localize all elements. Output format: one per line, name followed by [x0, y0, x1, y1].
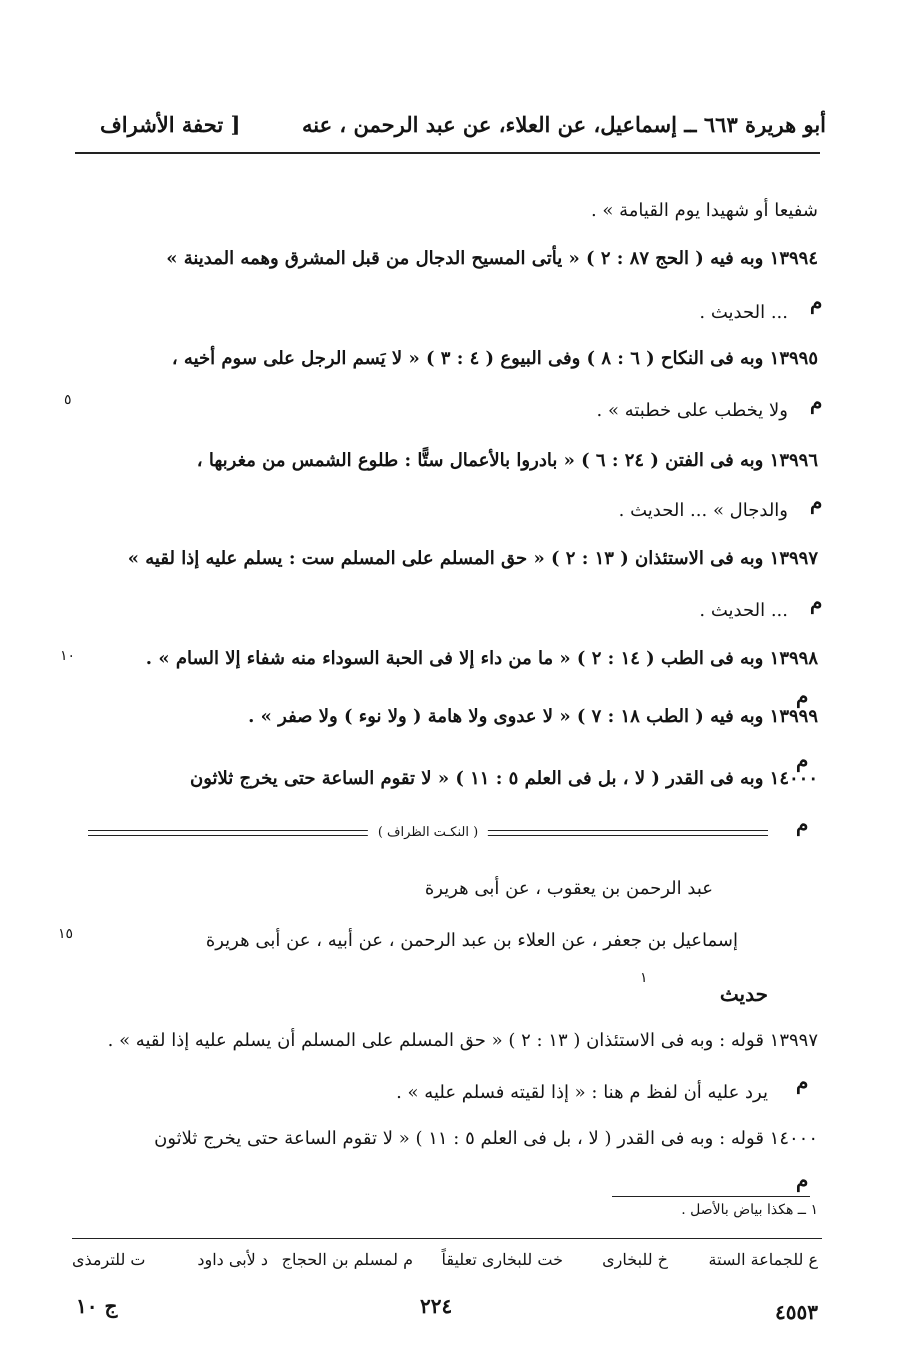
hadith-entry-13999: ١٣٩٩٩ وبه فيه ( الطب ١٨ : ٧ ) « لا عدوى ولا هامة ( ولا نوء ) ولا صفر » .	[248, 706, 818, 727]
hadith-entry-13997: ١٣٩٩٧ وبه فى الاستئذان ( ١٣ : ٢ ) « حق المسلم على المسلم ست : يسلم عليه إذا لقيه »	[127, 548, 818, 569]
source-mark: م	[810, 490, 823, 514]
key-item: خت للبخارى تعليقاً	[441, 1250, 563, 1269]
key-item: م لمسلم بن الحجاج	[281, 1250, 413, 1269]
key-item: ع للجماعة الستة	[708, 1250, 818, 1269]
page-number: ٢٢٤	[420, 1294, 453, 1318]
source-mark: م	[810, 590, 823, 614]
text-line: يرد عليه أن لفظ م هنا : « إذا لقيته فسلم عليه » .	[396, 1082, 768, 1103]
source-mark: م	[796, 1168, 809, 1192]
text-line: ولا يخطب على خطبته » .	[596, 400, 788, 421]
text-line: ... الحديث .	[699, 302, 788, 323]
source-mark: م	[796, 684, 809, 708]
source-mark: م	[796, 812, 809, 836]
margin-line-number: ١٥	[58, 926, 74, 942]
isnad-heading: عبد الرحمن بن يعقوب ، عن أبى هريرة	[424, 878, 713, 899]
hadith-count-heading: حديث	[719, 982, 768, 1006]
hadith-entry-13998: ١٣٩٩٨ وبه فى الطب ( ١٤ : ٢ ) « ما من داء إلا فى الحبة السوداء منه شفاء إلا السام » .	[145, 648, 818, 669]
footer-rule	[72, 1238, 822, 1239]
running-header: أبو هريرة ٦٦٣ ــ إسماعيل، عن العلاء، عن عبد الرحمن ، عنه	[301, 112, 826, 137]
hadith-entry-13994: ١٣٩٩٤ وبه فيه ( الحج ٨٧ : ٢ ) « يأتى المسيح الدجال من قبل المشرق وهمه المدينة »	[166, 248, 818, 269]
text-line: ... الحديث .	[699, 600, 788, 621]
entry-number: ٤٥٥٣	[775, 1300, 818, 1324]
text-line: والدجال » ... الحديث .	[618, 500, 788, 521]
source-mark: م	[796, 1070, 809, 1094]
text-line: شفيعا أو شهيدا يوم القيامة » .	[590, 200, 818, 221]
nukat-entry-13997: ١٣٩٩٧ قوله : وبه فى الاستئذان ( ١٣ : ٢ ) « حق المسلم على المسلم أن يسلم عليه إذا لقيه » .	[107, 1030, 818, 1051]
hadith-entry-13995: ١٣٩٩٥ وبه فى النكاح ( ٦ : ٨ ) وفى البيوع ( ٤ : ٣ ) « لا يَسم الرجل على سوم أخيه ،	[171, 348, 818, 369]
source-mark: م	[796, 748, 809, 772]
volume-number: ج ١٠	[76, 1294, 118, 1318]
source-mark: م	[810, 390, 823, 414]
nukat-entry-14000: ١٤٠٠٠ قوله : وبه فى القدر ( لا ، بل فى العلم ٥ : ١١ ) « لا تقوم الساعة حتى يخرج ثلاثون	[154, 1128, 818, 1149]
divider-label: ( النكـت الظراف )	[368, 823, 488, 843]
footnote: ١ ــ هكذا بياض بالأصل .	[681, 1202, 818, 1218]
section-divider	[88, 823, 768, 843]
footnote-marker: ١	[640, 970, 648, 986]
isnad-line: إسماعيل بن جعفر ، عن العلاء بن عبد الرحمن ، عن أبيه ، عن أبى هريرة	[205, 930, 738, 951]
header-rule	[75, 152, 820, 154]
margin-line-number: ٥	[64, 392, 72, 408]
margin-line-number: ١٠	[60, 648, 76, 664]
source-mark: م	[810, 290, 823, 314]
key-item: ت للترمذى	[72, 1250, 146, 1269]
hadith-entry-13996: ١٣٩٩٦ وبه فى الفتن ( ٢٤ : ٦ ) « بادروا بالأعمال ستًّا : طلوع الشمس من مغربها ،	[196, 450, 818, 471]
key-item: خ للبخارى	[602, 1250, 668, 1269]
hadith-entry-14000: ١٤٠٠٠ وبه فى القدر ( لا ، بل فى العلم ٥ : ١١ ) « لا تقوم الساعة حتى يخرج ثلاثون	[189, 768, 818, 789]
abbreviation-key	[72, 1250, 818, 1280]
book-title-header: [ تحفة الأشراف	[100, 112, 241, 137]
key-item: د لأبى داود	[197, 1250, 268, 1269]
footnote-rule	[612, 1196, 810, 1197]
